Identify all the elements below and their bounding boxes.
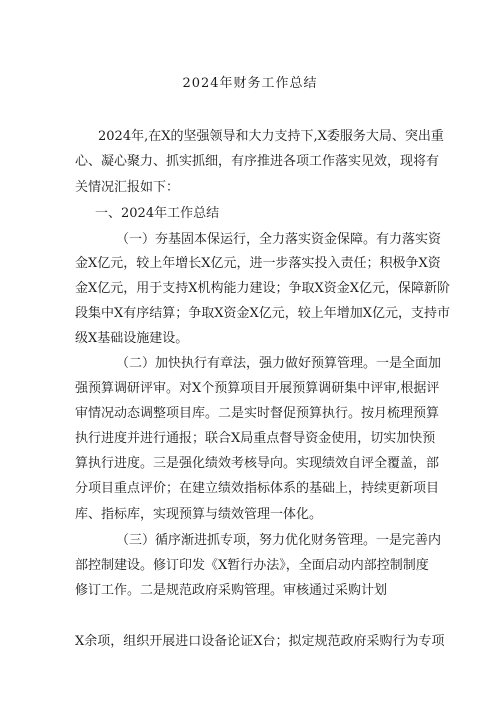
- paragraph-line: 强预算调研评审。对X个预算项目开展预算调研集中评审,根据评: [75, 381, 440, 396]
- paragraph-line: （二）加快执行有章法，强力做好预算管理。一是全面加: [116, 356, 442, 371]
- paragraph-line: 部控制建设。修订印发《X暂行办法》，全面启动内部控制制度: [75, 558, 429, 573]
- paragraph-line: 段集中X有序结算；争取X资金X亿元，较上年增加X亿元，支持市: [75, 306, 451, 321]
- paragraph-line: 修订工作。二是规范政府采购管理。审核通过采购计划: [75, 583, 388, 598]
- paragraph-line: 级X基础设施建设。: [75, 331, 189, 346]
- paragraph-line: （一）夯基固本保运行，全力落实资金保障。有力落实资: [116, 232, 442, 247]
- paragraph-line: 心、凝心聚力、抓实抓细，有序推进各项工作落实见效，现将有: [75, 154, 440, 169]
- paragraph-line: 执行进度并进行通报；联合X局重点督导资金使用，切实加快预: [75, 431, 436, 446]
- paragraph-line: 算执行进度。三是强化绩效考核导向。实现绩效自评全覆盖，部: [75, 456, 440, 471]
- paragraph-line: 审情况动态调整项目库。二是实时督促预算执行。按月梳理预算: [75, 406, 440, 421]
- paragraph-line: 库、指标库，实现预算与绩效管理一体化。: [75, 507, 323, 522]
- paragraph-line: 金X亿元，用于支持X机构能力建设；争取X资金X亿元，保障新阶: [75, 281, 451, 296]
- paragraph-line: （三）循序渐进抓专项，努力优化财务管理。一是完善内: [116, 533, 442, 548]
- paragraph-line: 2024年,在X的坚强领导和大力支持下,X委服务大局、突出重: [98, 129, 444, 144]
- paragraph-line: 金X亿元，较上年增长X亿元，进一步落实投入责任；积极争X资: [75, 256, 441, 271]
- paragraph-line: 关情况汇报如下：: [75, 180, 180, 195]
- document-title: 2024年财务工作总结: [182, 76, 318, 91]
- paragraph-line: 分项目重点评价；在建立绩效指标体系的基础上，持续更新项目: [75, 481, 440, 496]
- paragraph-line: X余项，组织开展进口设备论证X台；拟定规范政府采购行为专项: [75, 634, 445, 649]
- section-heading: 一、2024年工作总结: [95, 206, 220, 221]
